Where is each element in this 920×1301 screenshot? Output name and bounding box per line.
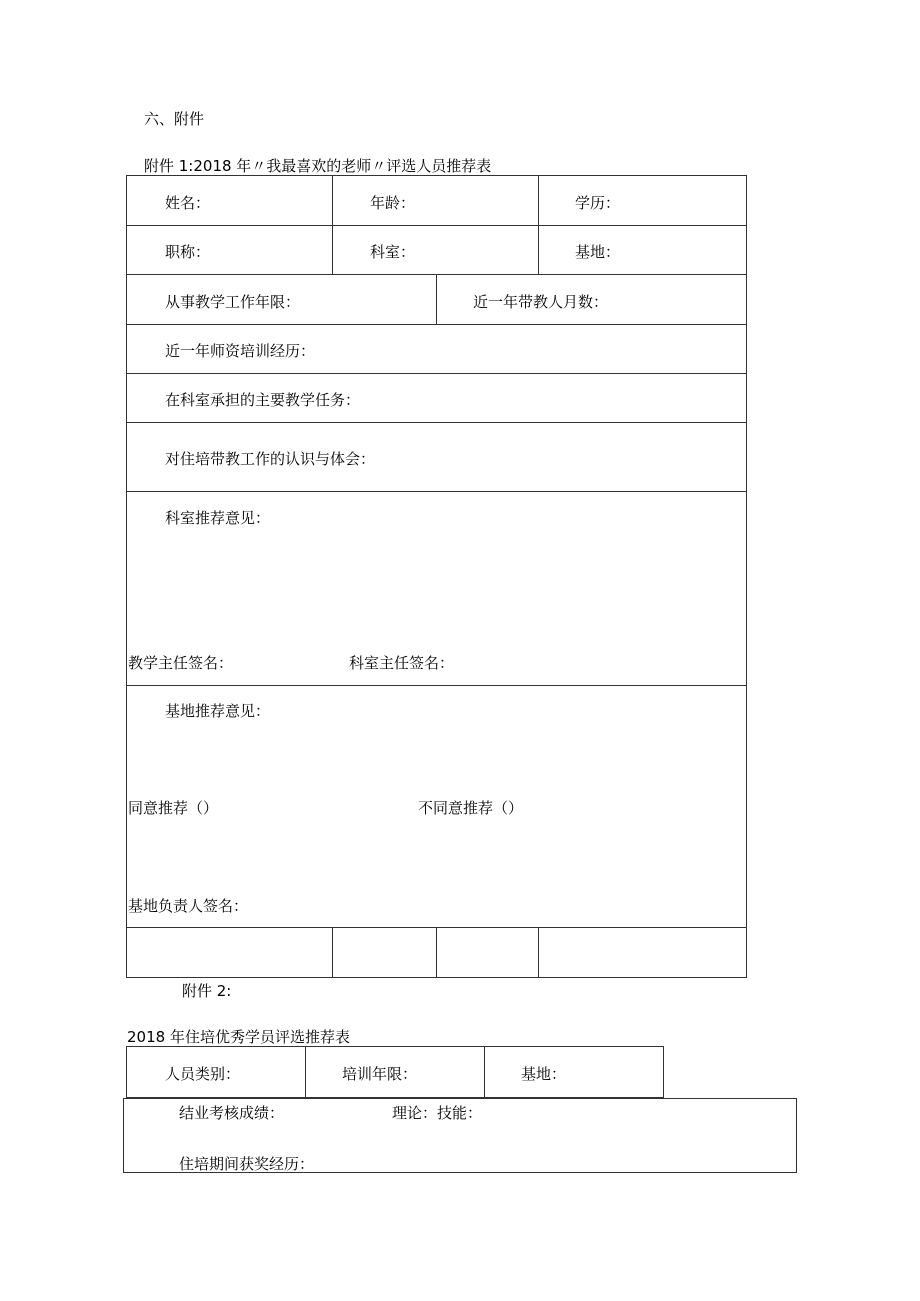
title-label: 职称： (165, 243, 211, 261)
person-months-label: 近一年带教人月数： (473, 293, 609, 311)
completion-scores-label: 结业考核成绩： (179, 1104, 285, 1122)
theory-skills-label: 理论：技能： (392, 1104, 483, 1122)
attachment2-title: 2018 年住培优秀学员评选推荐表 (127, 1028, 350, 1046)
section-heading: 六、附件 (144, 110, 205, 128)
col-divider (538, 927, 539, 978)
col-divider (332, 175, 333, 274)
understanding-label: 对住培带教工作的认识与体会： (165, 450, 376, 468)
attachment1-title: 附件 1:2018 年〃我最喜欢的老师〃评选人员推荐表 (144, 157, 492, 175)
agree-option[interactable]: 同意推荐（） (128, 799, 219, 817)
age-label: 年龄： (370, 194, 416, 212)
training-history-label: 近一年师资培训经历： (165, 342, 316, 360)
education-label: 学历： (575, 194, 621, 212)
attachment2-label: 附件 2: (182, 982, 232, 1000)
row-divider (126, 491, 746, 492)
category-label: 人员类别： (165, 1065, 241, 1083)
department-label: 科室： (370, 243, 416, 261)
row-divider (126, 422, 746, 423)
row-divider (126, 373, 746, 374)
base-leader-sign-label: 基地负责人签名： (128, 897, 249, 915)
teaching-years-label: 从事教学工作年限： (165, 293, 301, 311)
training-years-label: 培训年限： (342, 1065, 418, 1083)
row-divider (126, 324, 746, 325)
dept-opinion-label: 科室推荐意见： (165, 509, 271, 527)
main-tasks-label: 在科室承担的主要教学任务： (165, 391, 361, 409)
col-divider (436, 274, 437, 324)
base-label: 基地： (521, 1065, 567, 1083)
col-divider (305, 1046, 306, 1098)
row-divider (126, 225, 746, 226)
base-opinion-label: 基地推荐意见： (165, 702, 271, 720)
base-label: 基地： (575, 243, 621, 261)
awards-label: 住培期间获奖经历： (179, 1155, 315, 1173)
row-divider (126, 685, 746, 686)
col-divider (538, 175, 539, 274)
col-divider (436, 927, 437, 978)
teaching-director-sign-label: 教学主任签名： (128, 654, 234, 672)
dept-director-sign-label: 科室主任签名： (349, 654, 455, 672)
col-divider (484, 1046, 485, 1098)
name-label: 姓名： (165, 194, 211, 212)
disagree-option[interactable]: 不同意推荐（） (418, 799, 524, 817)
col-divider (332, 927, 333, 978)
